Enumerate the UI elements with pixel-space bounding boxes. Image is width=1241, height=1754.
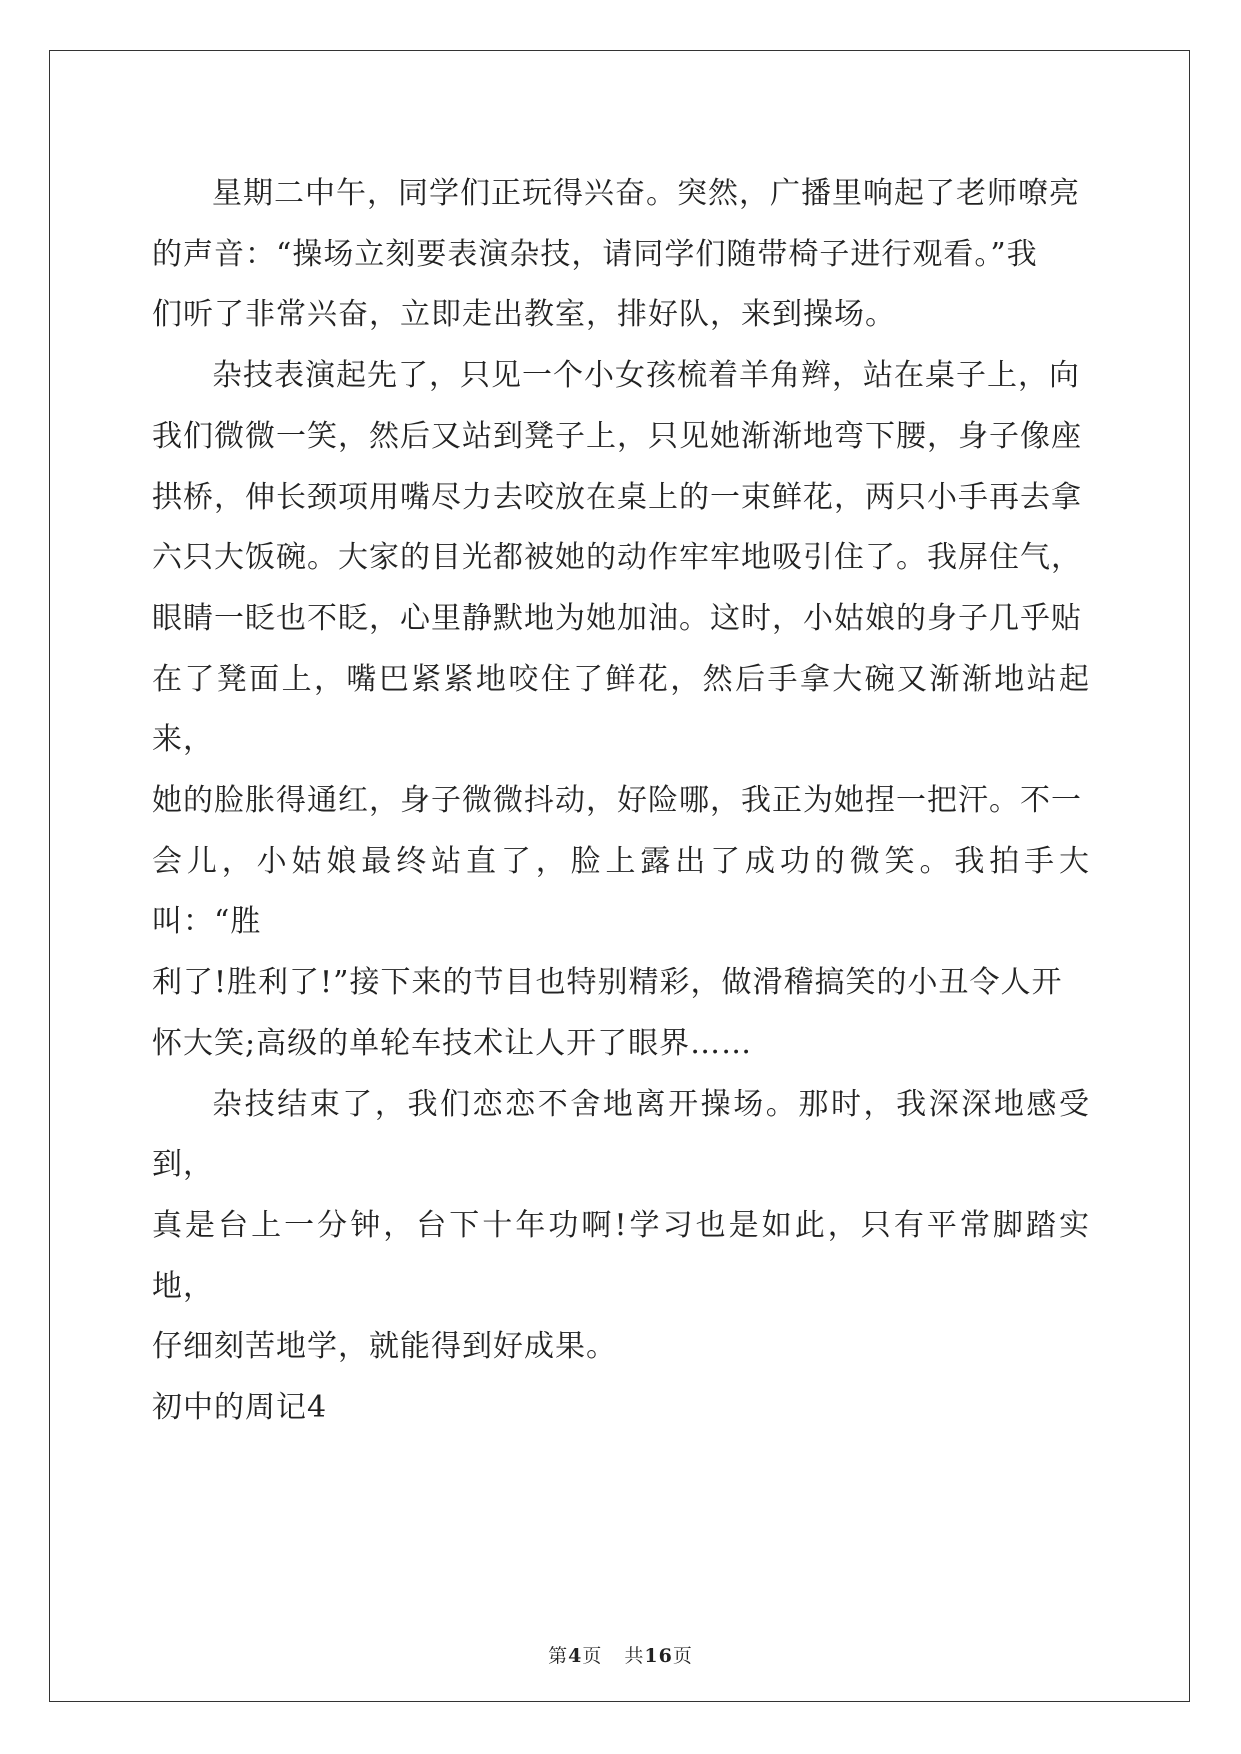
paragraph-3: 杂技结束了，我们恋恋不舍地离开操场。那时，我深深地感受到， 真是台上一分钟，台下十年功啊!学习也是如此，只有平常脚踏实地， 仔细刻苦地学，就能得到好成果。	[152, 1086, 1090, 1365]
footer-total-pages: 16	[644, 1645, 673, 1667]
footer-prefix: 第	[548, 1645, 569, 1667]
section-title: 初中的周记4	[152, 1390, 328, 1426]
page-footer	[0, 1641, 1241, 1668]
paragraph-2: 杂技表演起先了，只见一个小女孩梳着羊角辫，站在桌子上，向 我们微微一笑，然后又站到凳子上，只见她渐渐地弯下腰，身子像座 拱桥，伸长颈项用嘴尽力去咬放在桌上的一束鲜花，两只小手再去拿 六只大饭碗。大家的目光都被她的动作牢牢地吸引住了。我屏住气， 眼睛一眨也不眨，心里静默地为她加油。这时，小姑娘的身子几乎贴 在了凳面上，嘴巴紧紧地咬住了鲜花，然后手拿大碗又渐渐地站起来， 她的脸胀得通红，身子微微抖动，好险哪，我正为她捏一把汗。不一 会儿，小姑娘最终站直了，脸上露出了成功的微笑。我拍手大叫：“胜 利了!胜利了!”接下来的节目也特别精彩，做滑稽搞笑的小丑令人开 怀大笑;高级的单轮车技术让人开了眼界……	[152, 358, 1090, 1061]
footer-page-suffix: 页	[582, 1645, 603, 1667]
footer-page-number: 4	[568, 1645, 583, 1667]
footer-total-suffix: 页	[672, 1645, 693, 1667]
paragraph-1: 星期二中午，同学们正玩得兴奋。突然，广播里响起了老师嘹亮 的声音：“操场立刻要表演杂技，请同学们随带椅子进行观看。”我 们听了非常兴奋，立即走出教室，排好队，来到操场。	[152, 176, 1080, 333]
footer-total-prefix: 共	[624, 1645, 645, 1667]
document-body	[152, 164, 1090, 1439]
